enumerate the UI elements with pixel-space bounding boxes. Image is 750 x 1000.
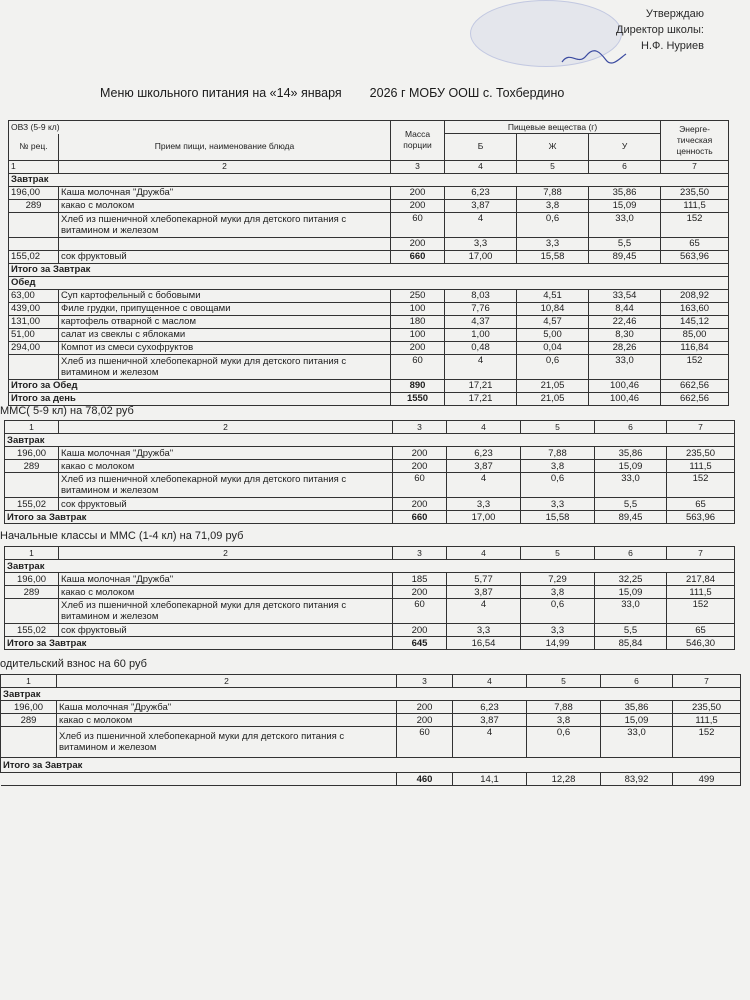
fat-value: 7,88 (527, 701, 601, 714)
recipe-number: 196,00 (1, 701, 57, 714)
primary-block (4, 546, 735, 650)
energy-value: 152 (661, 354, 729, 379)
table-row (5, 624, 735, 637)
dish-name: Суп картофельный с бобовыми (59, 289, 391, 302)
carb-value: 33,0 (589, 212, 661, 237)
fat-value: 3,8 (521, 460, 595, 473)
protein-value: 5,77 (447, 573, 521, 586)
dish-name: Хлеб из пшеничной хлебопекарной муки для детского питания с витамином и железом (59, 212, 391, 237)
protein-value: 17,00 (447, 511, 521, 524)
fat-value: 3,8 (521, 586, 595, 599)
num-cell: 3 (393, 547, 447, 560)
total-row (5, 637, 735, 650)
energy-value: 65 (661, 237, 729, 250)
total-row (9, 392, 729, 405)
protein-value: 14,1 (453, 773, 527, 786)
table-row (9, 250, 729, 263)
col-u-header: У (589, 134, 661, 161)
fat-value: 0,04 (517, 341, 589, 354)
carb-value: 5,5 (595, 624, 667, 637)
mass-value: 645 (393, 637, 447, 650)
protein-value: 17,21 (445, 392, 517, 405)
energy-value: 152 (661, 212, 729, 237)
mass-value: 200 (393, 498, 447, 511)
recipe-number: 196,00 (5, 573, 59, 586)
mass-value: 200 (397, 701, 453, 714)
energy-value: 145,12 (661, 315, 729, 328)
fat-value: 4,57 (517, 315, 589, 328)
protein-value: 4 (445, 354, 517, 379)
ovz-section-label: ОВЗ (5-9 кл) (9, 121, 391, 134)
energy-value: 111,5 (667, 460, 735, 473)
dish-name: Компот из смеси сухофруктов (59, 341, 391, 354)
protein-value: 17,00 (445, 250, 517, 263)
table-row (1, 714, 741, 727)
col-recipe-header: № рец. (9, 134, 59, 161)
protein-value: 17,21 (445, 379, 517, 392)
meal-label-row (5, 434, 735, 447)
dish-name: сок фруктовый (59, 250, 391, 263)
fat-value: 0,6 (517, 212, 589, 237)
energy-value: 65 (667, 498, 735, 511)
mass-value: 890 (391, 379, 445, 392)
recipe-number: 63,00 (9, 289, 59, 302)
col-mass-header: Масса порции (391, 121, 445, 161)
ovz-table (8, 120, 729, 406)
dish-name: Филе грудки, припущенное с овощами (59, 302, 391, 315)
fat-value: 12,28 (527, 773, 601, 786)
carb-value: 89,45 (589, 250, 661, 263)
carb-value: 5,5 (595, 498, 667, 511)
energy-value: 546,30 (667, 637, 735, 650)
recipe-number: 289 (5, 586, 59, 599)
num-cell: 6 (589, 160, 661, 173)
mass-value: 1550 (391, 392, 445, 405)
energy-value: 65 (667, 624, 735, 637)
ovz-block (8, 120, 729, 406)
carb-value: 32,25 (595, 573, 667, 586)
table-row (9, 328, 729, 341)
fat-value: 3,3 (517, 237, 589, 250)
fat-value: 15,58 (517, 250, 589, 263)
dish-name (59, 237, 391, 250)
num-cell: 7 (661, 160, 729, 173)
recipe-number: 51,00 (9, 328, 59, 341)
fat-value: 3,3 (521, 624, 595, 637)
protein-value: 4,37 (445, 315, 517, 328)
title-left: Меню школьного питания на «14» января (100, 86, 342, 100)
col-zh-header: Ж (517, 134, 589, 161)
mass-value: 200 (391, 199, 445, 212)
carb-value: 33,0 (595, 599, 667, 624)
col-b-header: Б (445, 134, 517, 161)
table-row (5, 586, 735, 599)
parent-table (0, 674, 741, 786)
number-row (5, 421, 735, 434)
recipe-number (9, 237, 59, 250)
dish-name: Хлеб из пшеничной хлебопекарной муки для детского питания с витамином и железом (57, 727, 397, 758)
mms-block (4, 420, 735, 524)
protein-value: 4 (445, 212, 517, 237)
num-cell: 5 (527, 675, 601, 688)
dish-name: какао с молоком (59, 586, 393, 599)
total-label: Итого за Завтрак (9, 263, 729, 276)
num-cell: 7 (673, 675, 741, 688)
recipe-number: 289 (1, 714, 57, 727)
fat-value: 0,6 (521, 473, 595, 498)
total-row (9, 263, 729, 276)
recipe-number (1, 727, 57, 758)
dish-name: сок фруктовый (59, 498, 393, 511)
protein-value: 6,23 (445, 186, 517, 199)
energy-value: 163,60 (661, 302, 729, 315)
energy-value: 235,50 (667, 447, 735, 460)
meal-label: Завтрак (1, 688, 741, 701)
num-cell: 1 (5, 421, 59, 434)
recipe-number: 289 (5, 460, 59, 473)
num-cell: 6 (595, 421, 667, 434)
recipe-number: 155,02 (9, 250, 59, 263)
mass-value: 60 (397, 727, 453, 758)
num-cell: 4 (453, 675, 527, 688)
dish-name: сок фруктовый (59, 624, 393, 637)
dish-name: салат из свеклы с яблоками (59, 328, 391, 341)
num-cell: 2 (59, 421, 393, 434)
fat-value: 3,3 (521, 498, 595, 511)
mass-value: 100 (391, 302, 445, 315)
num-cell: 2 (59, 547, 393, 560)
recipe-number: 196,00 (5, 447, 59, 460)
dish-name: какао с молоком (57, 714, 397, 727)
table-row (9, 199, 729, 212)
num-cell: 7 (667, 547, 735, 560)
total-label: Итого за Завтрак (5, 637, 393, 650)
number-row (5, 547, 735, 560)
table-row (9, 341, 729, 354)
parent-caption: одительский взнос на 60 руб (0, 658, 147, 670)
protein-value: 3,87 (447, 586, 521, 599)
carb-value: 28,26 (589, 341, 661, 354)
mass-value: 100 (391, 328, 445, 341)
recipe-number: 155,02 (5, 498, 59, 511)
fat-value: 7,88 (521, 447, 595, 460)
parent-block (0, 674, 741, 786)
meal-label-row (5, 560, 735, 573)
fat-value: 21,05 (517, 379, 589, 392)
energy-value: 662,56 (661, 379, 729, 392)
approval-line-1: Утверждаю (645, 8, 704, 20)
dish-name: Каша молочная "Дружба" (57, 701, 397, 714)
fat-value: 15,58 (521, 511, 595, 524)
number-row (1, 675, 741, 688)
num-cell: 4 (447, 547, 521, 560)
col-energy-header: Энерге-тическая ценность (661, 121, 729, 161)
dish-name: какао с молоком (59, 460, 393, 473)
total-spacer (1, 773, 397, 786)
mass-value: 660 (391, 250, 445, 263)
recipe-number (5, 473, 59, 498)
protein-value: 4 (447, 473, 521, 498)
mass-value: 60 (393, 599, 447, 624)
page-title (100, 86, 564, 100)
fat-value: 3,8 (517, 199, 589, 212)
fat-value: 0,6 (521, 599, 595, 624)
energy-value: 662,56 (661, 392, 729, 405)
fat-value: 7,29 (521, 573, 595, 586)
recipe-number: 131,00 (9, 315, 59, 328)
fat-value: 0,6 (527, 727, 601, 758)
protein-value: 8,03 (445, 289, 517, 302)
mms-table (4, 420, 735, 524)
carb-value: 22,46 (589, 315, 661, 328)
mass-value: 60 (393, 473, 447, 498)
fat-value: 0,6 (517, 354, 589, 379)
energy-value: 235,50 (673, 701, 741, 714)
energy-value: 152 (673, 727, 741, 758)
energy-value: 217,84 (667, 573, 735, 586)
protein-value: 4 (447, 599, 521, 624)
table-row (9, 289, 729, 302)
col-dish-header: Прием пищи, наименование блюда (59, 134, 391, 161)
mass-value: 200 (393, 460, 447, 473)
mass-value: 200 (391, 341, 445, 354)
num-cell: 5 (517, 160, 589, 173)
carb-value: 35,86 (601, 701, 673, 714)
protein-value: 3,3 (445, 237, 517, 250)
num-cell: 6 (595, 547, 667, 560)
approval-line-3: Н.Ф. Нуриев (640, 40, 704, 52)
meal-label: Обед (9, 276, 729, 289)
recipe-number (9, 354, 59, 379)
fat-value: 14,99 (521, 637, 595, 650)
fat-value: 21,05 (517, 392, 589, 405)
dish-name: Хлеб из пшеничной хлебопекарной муки для детского питания с витамином и железом (59, 599, 393, 624)
mass-value: 250 (391, 289, 445, 302)
meal-label-row (9, 276, 729, 289)
mass-value: 200 (393, 586, 447, 599)
title-right: 2026 г МОБУ ООШ с. Тохбердино (369, 86, 565, 100)
table-row (5, 573, 735, 586)
fat-value: 7,88 (517, 186, 589, 199)
carb-value: 33,0 (595, 473, 667, 498)
mass-value: 200 (393, 447, 447, 460)
carb-value: 100,46 (589, 379, 661, 392)
mms-caption: ММС( 5-9 кл) на 78,02 руб (0, 405, 134, 417)
carb-value: 83,92 (601, 773, 673, 786)
energy-value: 235,50 (661, 186, 729, 199)
energy-value: 152 (667, 473, 735, 498)
protein-value: 3,87 (445, 199, 517, 212)
mass-value: 180 (391, 315, 445, 328)
num-cell: 5 (521, 547, 595, 560)
protein-value: 7,76 (445, 302, 517, 315)
meal-label: Завтрак (5, 560, 735, 573)
table-row (9, 354, 729, 379)
meal-label: Завтрак (9, 173, 729, 186)
protein-value: 6,23 (447, 447, 521, 460)
mass-value: 60 (391, 354, 445, 379)
num-cell: 4 (445, 160, 517, 173)
energy-value: 563,96 (661, 250, 729, 263)
dish-name: Хлеб из пшеничной хлебопекарной муки для детского питания с витамином и железом (59, 354, 391, 379)
total-row (9, 379, 729, 392)
meal-label-row (1, 688, 741, 701)
carb-value: 100,46 (589, 392, 661, 405)
num-cell: 1 (5, 547, 59, 560)
col-nutrients-header: Пищевые вещества (г) (445, 121, 661, 134)
table-row (5, 599, 735, 624)
recipe-number: 155,02 (5, 624, 59, 637)
recipe-number: 439,00 (9, 302, 59, 315)
num-cell: 3 (391, 160, 445, 173)
dish-name: Хлеб из пшеничной хлебопекарной муки для детского питания с витамином и железом (59, 473, 393, 498)
mass-value: 200 (391, 186, 445, 199)
table-row (1, 701, 741, 714)
protein-value: 3,87 (447, 460, 521, 473)
carb-value: 89,45 (595, 511, 667, 524)
energy-value: 85,00 (661, 328, 729, 341)
num-cell: 4 (447, 421, 521, 434)
table-row (9, 302, 729, 315)
approval-line-2: Директор школы: (616, 24, 704, 36)
table-row (5, 498, 735, 511)
ovz-header-row (9, 121, 729, 134)
carb-value: 8,30 (589, 328, 661, 341)
recipe-number: 294,00 (9, 341, 59, 354)
dish-name: картофель отварной с маслом (59, 315, 391, 328)
carb-value: 33,0 (601, 727, 673, 758)
energy-value: 208,92 (661, 289, 729, 302)
ovz-header-row-2 (9, 134, 729, 161)
total-label: Итого за Завтрак (1, 758, 741, 773)
table-row (9, 212, 729, 237)
table-row (9, 237, 729, 250)
dish-name: Каша молочная "Дружба" (59, 186, 391, 199)
num-cell: 6 (601, 675, 673, 688)
num-cell: 3 (397, 675, 453, 688)
protein-value: 6,23 (453, 701, 527, 714)
protein-value: 3,87 (453, 714, 527, 727)
carb-value: 85,84 (595, 637, 667, 650)
table-row (5, 473, 735, 498)
total-label: Итого за Обед (9, 379, 391, 392)
num-cell: 5 (521, 421, 595, 434)
num-cell: 2 (59, 160, 391, 173)
total-row (5, 511, 735, 524)
fat-value: 3,8 (527, 714, 601, 727)
protein-value: 0,48 (445, 341, 517, 354)
recipe-number (5, 599, 59, 624)
energy-value: 152 (667, 599, 735, 624)
protein-value: 3,3 (447, 624, 521, 637)
carb-value: 5,5 (589, 237, 661, 250)
recipe-number: 196,00 (9, 186, 59, 199)
dish-name: Каша молочная "Дружба" (59, 447, 393, 460)
protein-value: 3,3 (447, 498, 521, 511)
carb-value: 33,0 (589, 354, 661, 379)
carb-value: 35,86 (595, 447, 667, 460)
recipe-number: 289 (9, 199, 59, 212)
protein-value: 1,00 (445, 328, 517, 341)
table-row (1, 727, 741, 758)
primary-table (4, 546, 735, 650)
carb-value: 33,54 (589, 289, 661, 302)
mass-value: 185 (393, 573, 447, 586)
mass-value: 660 (393, 511, 447, 524)
energy-value: 116,84 (661, 341, 729, 354)
carb-value: 15,09 (595, 460, 667, 473)
table-row (9, 315, 729, 328)
table-row (5, 460, 735, 473)
energy-value: 111,5 (673, 714, 741, 727)
num-cell: 3 (393, 421, 447, 434)
approval-block (616, 6, 704, 54)
protein-value: 4 (453, 727, 527, 758)
num-cell: 1 (9, 160, 59, 173)
mass-value: 60 (391, 212, 445, 237)
dish-name: Каша молочная "Дружба" (59, 573, 393, 586)
carb-value: 8,44 (589, 302, 661, 315)
dish-name: какао с молоком (59, 199, 391, 212)
ovz-number-row (9, 160, 729, 173)
mass-value: 460 (397, 773, 453, 786)
energy-value: 111,5 (667, 586, 735, 599)
mass-value: 200 (393, 624, 447, 637)
energy-value: 111,5 (661, 199, 729, 212)
recipe-number (9, 212, 59, 237)
meal-label: Завтрак (5, 434, 735, 447)
table-row (5, 447, 735, 460)
total-label: Итого за день (9, 392, 391, 405)
carb-value: 15,09 (589, 199, 661, 212)
carb-value: 15,09 (595, 586, 667, 599)
fat-value: 4,51 (517, 289, 589, 302)
num-cell: 7 (667, 421, 735, 434)
protein-value: 16,54 (447, 637, 521, 650)
energy-value: 563,96 (667, 511, 735, 524)
fat-value: 5,00 (517, 328, 589, 341)
table-row (9, 186, 729, 199)
carb-value: 15,09 (601, 714, 673, 727)
energy-value: 499 (673, 773, 741, 786)
primary-caption: Начальные классы и ММС (1-4 кл) на 71,09 руб (0, 530, 244, 542)
fat-value: 10,84 (517, 302, 589, 315)
total-label-row (1, 758, 741, 773)
carb-value: 35,86 (589, 186, 661, 199)
total-label: Итого за Завтрак (5, 511, 393, 524)
num-cell: 1 (1, 675, 57, 688)
num-cell: 2 (57, 675, 397, 688)
mass-value: 200 (391, 237, 445, 250)
total-row (1, 773, 741, 786)
mass-value: 200 (397, 714, 453, 727)
meal-label-row (9, 173, 729, 186)
